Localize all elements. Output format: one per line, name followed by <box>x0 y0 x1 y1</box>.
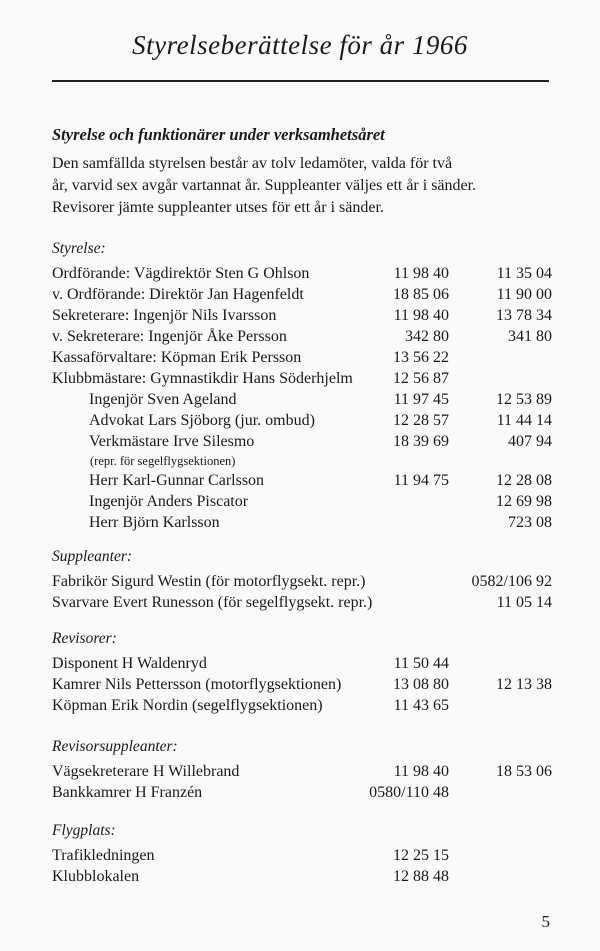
member-name: Kassaförvaltare: Köpman Erik Persson <box>52 349 302 366</box>
phone-2: 11 35 04 <box>496 265 552 282</box>
phone-2: 12 53 89 <box>496 391 552 408</box>
phone-1: 11 94 75 <box>393 472 449 489</box>
page-number: 5 <box>541 912 550 931</box>
intro-paragraph <box>52 153 552 219</box>
member-name: Advokat Lars Sjöborg (jur. ombud) <box>89 412 315 429</box>
table-row <box>52 349 552 369</box>
member-name: Vägsekreterare H Willebrand <box>52 763 240 780</box>
phone-2: 12 69 98 <box>496 493 552 510</box>
intro-line: år, varvid sex avgår vartannat år. Suppleanter väljes ett år i sänder. <box>52 177 477 194</box>
intro-line: Revisorer jämte suppleanter utses för ett år i sänder. <box>52 199 384 216</box>
member-name: Fabrikör Sigurd Westin (för motorflygsekt. repr.) <box>52 573 366 590</box>
member-name: Disponent H Waldenryd <box>52 655 207 672</box>
member-name: Klubbmästare: Gymnastikdir Hans Söderhjelm <box>52 370 353 387</box>
table-row <box>52 307 552 327</box>
flygplats-label: Flygplats: <box>52 822 116 839</box>
phone-1: 12 88 48 <box>393 868 449 885</box>
phone-1: 12 56 87 <box>393 370 449 387</box>
phone-1: 342 80 <box>405 328 449 345</box>
member-note: (repr. för segelflygsektionen) <box>90 454 236 468</box>
member-name: Herr Karl-Gunnar Carlsson <box>89 472 265 489</box>
member-name: Kamrer Nils Pettersson (motorflygsektionen) <box>52 676 342 693</box>
section-heading: Styrelse och funktionärer under verksamhetsåret <box>52 125 385 144</box>
phone-1: 12 25 15 <box>393 847 449 864</box>
table-row <box>52 370 552 390</box>
table-row <box>52 472 552 492</box>
table-row <box>52 655 552 675</box>
table-row <box>52 328 552 348</box>
phone-2: 0582/106 92 <box>471 573 552 590</box>
table-row-note <box>52 454 552 474</box>
table-row <box>52 784 552 804</box>
table-row <box>52 265 552 285</box>
table-row <box>52 697 552 717</box>
phone-1: 12 28 57 <box>393 412 449 429</box>
phone-1: 11 50 44 <box>393 655 449 672</box>
title-rule <box>52 80 549 82</box>
table-row <box>52 847 552 867</box>
member-name: Verkmästare Irve Silesmo <box>89 433 255 450</box>
table-row <box>52 573 552 593</box>
phone-2: 12 13 38 <box>496 676 552 693</box>
intro-line: Den samfällda styrelsen består av tolv ledamöter, valda för två <box>52 155 453 172</box>
phone-1: 13 56 22 <box>393 349 449 366</box>
phone-2: 341 80 <box>508 328 552 345</box>
member-name: Ordförande: Vägdirektör Sten G Ohlson <box>52 265 310 282</box>
table-row <box>52 676 552 696</box>
member-name: Svarvare Evert Runesson (för segelflygsekt. repr.) <box>52 594 373 611</box>
phone-2: 11 90 00 <box>496 286 552 303</box>
phone-1: 11 43 65 <box>393 697 449 714</box>
phone-2: 18 53 06 <box>496 763 552 780</box>
phone-2: 11 44 14 <box>496 412 552 429</box>
phone-1: 11 98 40 <box>393 307 449 324</box>
table-row <box>52 412 552 432</box>
revisorer-label: Revisorer: <box>52 630 117 647</box>
table-row <box>52 493 552 513</box>
table-row <box>52 433 552 453</box>
member-name: Ingenjör Anders Piscator <box>89 493 249 510</box>
member-name: Sekreterare: Ingenjör Nils Ivarsson <box>52 307 277 324</box>
table-row <box>52 763 552 783</box>
phone-2: 11 05 14 <box>496 594 552 611</box>
table-row <box>52 286 552 306</box>
member-name: v. Sekreterare: Ingenjör Åke Persson <box>52 328 287 345</box>
phone-2: 407 94 <box>508 433 552 450</box>
phone-1: 11 97 45 <box>393 391 449 408</box>
phone-1: 11 98 40 <box>393 265 449 282</box>
member-name: Köpman Erik Nordin (segelflygsektionen) <box>52 697 323 714</box>
phone-1: 18 39 69 <box>393 433 449 450</box>
phone-2: 13 78 34 <box>496 307 552 324</box>
phone-1: 0580/110 48 <box>369 784 449 801</box>
phone-2: 723 08 <box>508 514 552 531</box>
member-name: Herr Björn Karlsson <box>89 514 220 531</box>
table-row <box>52 868 552 888</box>
member-name: Klubblokalen <box>52 868 140 885</box>
table-row <box>52 594 552 614</box>
member-name: v. Ordförande: Direktör Jan Hagenfeldt <box>52 286 304 303</box>
phone-1: 13 08 80 <box>393 676 449 693</box>
styrelse-label: Styrelse: <box>52 240 106 257</box>
page-title: Styrelseberättelse för år 1966 <box>132 30 468 60</box>
suppleanter-label: Suppleanter: <box>52 548 133 565</box>
member-name: Bankkamrer H Franzén <box>52 784 203 801</box>
revisorsuppleanter-label: Revisorsuppleanter: <box>52 738 178 755</box>
table-row <box>52 514 552 534</box>
phone-1: 11 98 40 <box>393 763 449 780</box>
table-row <box>52 391 552 411</box>
phone-2: 12 28 08 <box>496 472 552 489</box>
member-name: Ingenjör Sven Ageland <box>89 391 237 408</box>
phone-1: 18 85 06 <box>393 286 449 303</box>
member-name: Trafikledningen <box>52 847 155 864</box>
